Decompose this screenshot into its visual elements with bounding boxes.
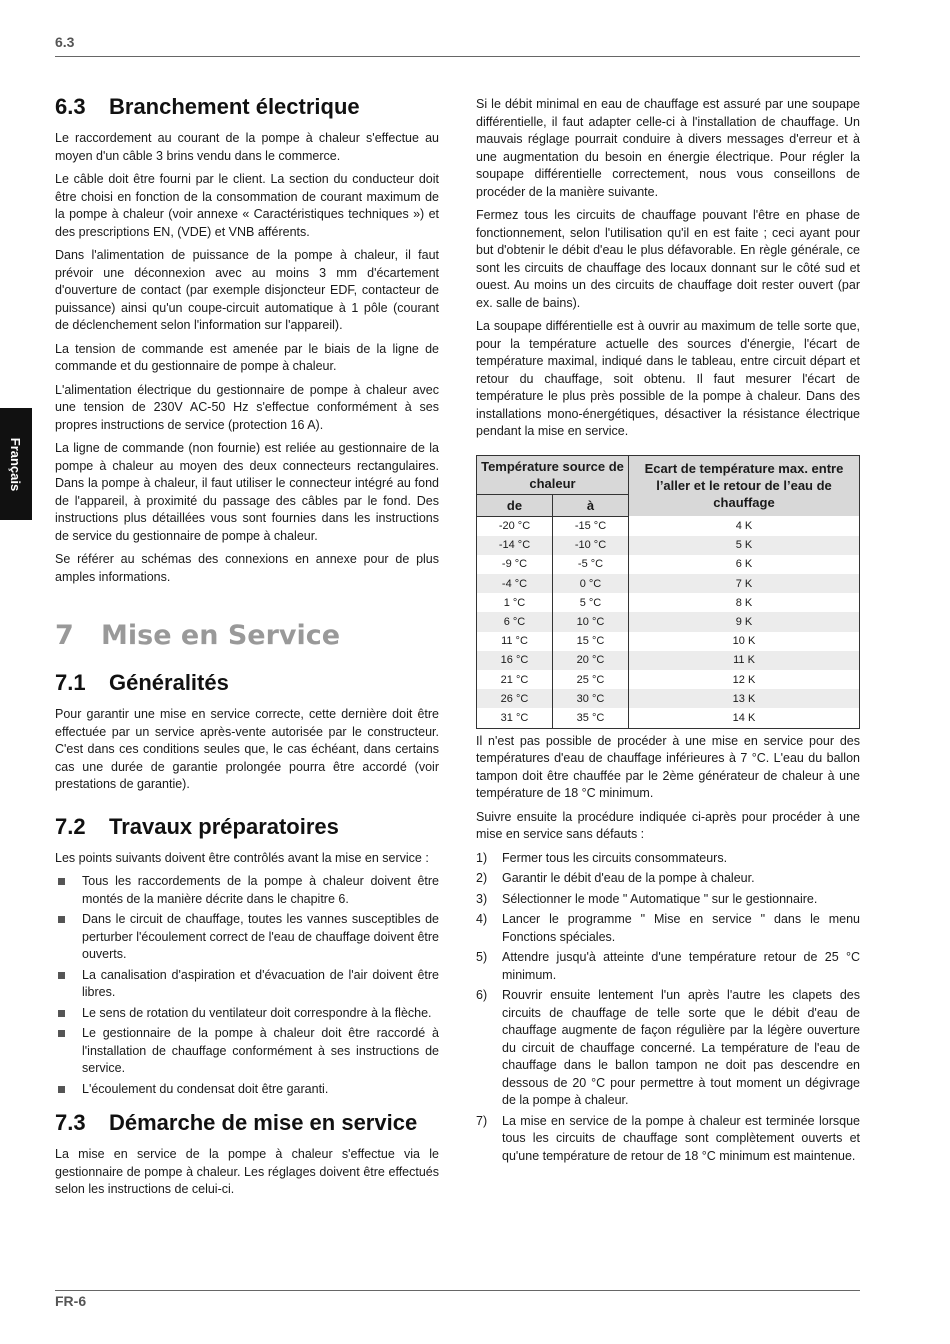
chapter-number: 7 [55,620,74,651]
cell-from: 26 °C [477,689,553,708]
table-header-delta: Ecart de température max. entre l’aller et le retour de l’eau de chauffage [629,455,860,516]
section-number: 7.3 [55,1110,86,1135]
paragraph: Le câble doit être fourni par le client. La section du conducteur doit être choisi en fonction de la consommation de courant maximum de la pompe à chaleur (voir annexe « Caractéristiques techniques ») et des prescriptions EN, (VDE) et VNB afférents. [55,172,439,239]
list-item: La canalisation d'aspiration et d'évacuation de l'air doivent être libres. [55,967,439,1002]
paragraph: Suivre ensuite la procédure indiquée ci-après pour procéder à une mise en service sans défauts : [476,809,860,842]
cell-delta: 5 K [629,536,860,555]
cell-to: 5 °C [553,593,629,612]
step-number: 2) [476,871,488,886]
paragraph: La ligne de commande (non fournie) est reliée au gestionnaire de la pompe à chaleur au moyen des deux connecteurs rectangulaires. Dans la pompe à chaleur, il faut utiliser le connecteur intégré au fond de l'appareil, à proximité du passage des câbles par le fond. Des instructions plus détaillées vous sont fournies dans les instructions de service du gestionnaire de pompe à chaleur. [55,441,439,543]
cell-delta: 10 K [732,635,756,648]
paragraph: L'alimentation électrique du gestionnaire de pompe à chaleur avec une tension de 230V AC-50 Hz s'effectue conformément à ses propres instructions de service (protection 16 A). [55,382,439,432]
cell-delta: 13 K [629,689,860,708]
step-item [476,987,860,1110]
section-number: 7.2 [55,813,86,839]
step-number: 1) [476,850,488,865]
cell-delta: 9 K [629,612,860,631]
paragraph: Pour garantir une mise en service correcte, cette dernière doit être effectuée par un service après-vente autorisée par le constructeur. C'est dans ces conditions seules que, le cas échéant, dans certains cas une durée de garantie prolongée pourra être accordé (voir prestations de garantie). [55,707,439,791]
paragraph: Le raccordement au courant de la pompe à chaleur s'effectue au moyen d'un câble 3 brins vendu dans le commerce. [55,131,439,163]
step-number: 6) [476,988,488,1003]
list-item: Tous les raccordements de la pompe à chaleur doivent être montés de la manière décrite dans le chapitre 6. [55,873,439,908]
step-item [476,1113,860,1166]
step-text: Garantir le débit d'eau de la pompe à chaleur. [502,871,755,886]
cell-from: 6 °C [477,612,553,631]
cell-to: -5 °C [553,555,629,574]
step-item [476,870,860,888]
table-header-from: de [477,494,553,516]
cell-delta: 6 K [735,558,753,571]
section-number: 7.1 [55,670,86,695]
step-item [476,850,860,868]
table-row [477,555,860,574]
step-item [476,891,860,909]
footer-rule [55,1290,860,1291]
paragraph: Il n'est pas possible de procéder à une mise en service pour des températures d'eau de chauffage inférieures à 7 °C. L'eau du ballon tampon doit être chauffée par le 2ème générateur de chaleur à une température de 18 °C minimum. [476,733,860,801]
footer-page-label: FR-6 [55,1293,87,1309]
table-row [477,670,860,689]
list-item: Le sens de rotation du ventilateur doit correspondre à la flèche. [55,1005,439,1023]
cell-to: 0 °C [553,574,629,593]
step-text: Fermer tous les circuits consommateurs. [502,850,728,865]
right-column [476,96,860,1168]
step-item [476,911,860,946]
cell-from: 31 °C [477,708,553,728]
list-item: Le gestionnaire de la pompe à chaleur doit être raccordé à l'installation de chauffage conformément à ses instructions de service. [55,1025,439,1078]
cell-to: 20 °C [553,651,629,670]
paragraph: La mise en service de la pompe à chaleur s'effectue via le gestionnaire de pompe à chaleur. Les réglages doivent être effectués selon les instructions de celui-ci. [55,1147,439,1196]
cell-from: 16 °C [477,651,553,670]
cell-delta: 11 K [629,651,860,670]
paragraph: La soupape différentielle est à ouvrir au maximum de telle sorte que, pour la température actuelle des sources d'énergie, l'écart de température maximal, indiqué dans le tableau, entre circuit départ et retour du chauffage, soit obtenu. Il faut mesurer l'écart de température le plus près possible de la pompe à chaleur. Dans des installations mono-énergétiques, désactiver la résistance électrique pendant la mise en service. [476,319,860,438]
step-number: 7) [476,1113,488,1128]
step-text: Attendre jusqu'à atteinte d'une température retour de 25 °C minimum. [502,950,860,982]
table-row [477,612,860,631]
step-text: Sélectionner le mode " Automatique " sur le gestionnaire. [502,891,818,906]
section-6-3-heading [55,94,439,120]
cell-delta: 12 K [732,673,756,686]
table-header-source: Température source de chaleur [477,455,629,494]
table-body [477,516,860,728]
cell-to: -10 °C [553,536,629,555]
table-row [477,516,860,536]
left-column [55,94,439,1205]
step-number: 4) [476,912,488,927]
cell-from: -9 °C [477,555,553,574]
cell-to: 30 °C [553,689,629,708]
table-row [477,689,860,708]
paragraph: Les points suivants doivent être contrôlés avant la mise en service : [55,850,429,865]
cell-from: -20 °C [477,516,553,536]
language-label: Français [8,437,24,491]
cell-from: 1 °C [477,593,553,612]
section-title: Travaux préparatoires [109,813,339,839]
cell-delta: 14 K [732,711,756,724]
paragraph: Dans l'alimentation de puissance de la pompe à chaleur, il faut prévoir une déconnexion avec au moins 3 mm d'écartement d'ouverture de contact (par exemple disjoncteur EDF, contacteur de puissance) ainsi qu'un coupe-circuit automatique à 1 pôle (courant de déclenchement selon l'information sur l'appareil). [55,248,439,332]
table-row [477,708,860,728]
spacer [55,800,439,814]
step-text: Rouvrir ensuite lentement l'un après l'autre les clapets des circuits de chauffage de telle sorte que le débit d'eau de chauffage augmente de façon régulière par la légère ouverture du circuit de chauffage concerné. La température de l'eau de chauffage dans le ballon tampon ne doit pas descendre en dessous de 20 °C pour permettre à tout moment un dégivrage de la pompe à chaleur. [502,988,860,1108]
table-row [477,651,860,670]
table-row [477,536,860,555]
cell-to: 10 °C [553,612,629,631]
table-row [477,593,860,612]
table-header-to: à [553,494,629,516]
cell-to: -15 °C [553,516,629,536]
list-item: L'écoulement du condensat doit être garanti. [55,1081,439,1099]
chapter-7-heading [55,620,439,652]
header-section-label: 6.3 [55,34,75,50]
cell-from: -14 °C [477,536,553,555]
cell-from: 11 °C [477,632,553,651]
cell-delta: 8 K [735,596,753,609]
cell-delta: 4 K [735,519,753,532]
procedure-steps [476,850,860,1166]
section-7-1-heading [55,670,439,696]
list-item: Dans le circuit de chauffage, toutes les vannes susceptibles de perturber l'écoulement correct de l'eau de chauffage doivent être ouverts. [55,911,439,964]
checklist [55,873,439,1098]
section-number: 6.3 [55,94,86,119]
chapter-title: Mise en Service [101,620,341,651]
cell-to: 25 °C [553,670,629,689]
cell-from: -4 °C [477,574,553,593]
language-side-tab [0,408,32,520]
cell-from: 21 °C [477,670,553,689]
section-7-3-heading [55,1110,439,1136]
step-number: 3) [476,891,488,906]
table-row [477,632,860,651]
step-item [476,949,860,984]
step-number: 5) [476,950,488,965]
section-title: Branchement électrique [109,94,360,119]
cell-delta: 7 K [629,574,860,593]
paragraph: La tension de commande est amenée par le biais de la ligne de commande et du gestionnaire de pompe à chaleur. [55,341,439,373]
section-title: Généralités [109,670,229,695]
paragraph: Se référer au schémas des connexions en annexe pour de plus amples informations. [55,552,439,584]
cell-to: 35 °C [553,708,629,728]
paragraph: Fermez tous les circuits de chauffage pouvant l'être en phase de fonctionnement, selon l'utilisation qu'il en est faite ; ceci ayant pour but d'obtenir le débit d'eau le plus défavorable. En règle générale, ce sont les circuits de chauffage des locaux donnant sur le côté sud et ouest. Au moins un des circuits de chauffage doit rester ouvert (par ex. salle de bains). [476,208,860,310]
section-7-2-heading [55,814,439,840]
cell-to: 15 °C [553,632,629,651]
header-rule [55,56,860,57]
step-text: Lancer le programme " Mise en service " dans le menu Fonctions spéciales. [502,912,860,944]
table-row [477,574,860,593]
step-text: La mise en service de la pompe à chaleur est terminée lorsque tous les circuits de chauffage sont complètement ouverts et qu'une température de retour de 18 °C minimum est maintenue. [502,1113,860,1163]
paragraph: Si le débit minimal en eau de chauffage est assuré par une soupape différentielle, il faut adapter celle-ci à l'installation de chauffage. Un mauvais réglage pourrait conduire à divers messages d'erreur et à une augmentation du besoin en énergie électrique. Pour régler la soupape différentielle correctement, nous vous conseillons de procéder de la manière suivante. [476,97,860,199]
section-title: Démarche de mise en service [109,1110,418,1135]
temperature-table [476,455,860,729]
